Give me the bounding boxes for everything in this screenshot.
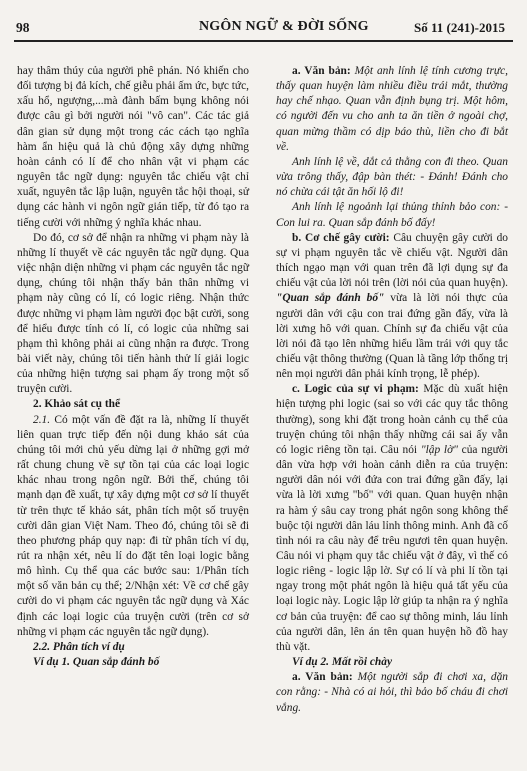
paragraph-text: Có một vấn đề đặt ra là, những lí thuyết liên quan trực tiếp đến nội dung khảo sát của chúng tôi mới chủ yếu dừng lại ở những gợi mở rất chung chung về sự tồn tại của các loại logic khác nhau trong ngôn ngữ. Bởi thế, chúng tôi mạnh dạn đề xuất, tự xây dựng một cơ sở lí thuyết từ trên thực tế khảo sát, phân tích một số truyện cười dân gian Việt Nam. Theo đó, chúng tôi sẽ đi theo phương pháp quy nạp: đi từ phân tích ví dụ, rút ra nhận xét, nêu lí do đặt tên loại logic bằng mô hình. Cụ thể qua các bước sau: 1/Phân tích một số văn bản cụ thể; 2/Nhận xét: Về cơ chế gây cười do vi phạm các nguyên tắc ngữ dụng và Xác định các loại logic của truyện cười (trên cơ sở những vi phạm các nguyên tắc ngữ dụng). xyxy=(17,413,249,638)
paragraph-text: Câu chuyện gây cười do sự vi phạm nguyên tắc về chiếu vật. Người dân thích ngạo mạn với quan trên đã lợi dụng sự đa chiếu vật của lời nói trên (lời nói của quan huyện). xyxy=(276,231,509,290)
item-label: a. Văn bản: xyxy=(292,65,355,77)
paragraph xyxy=(276,670,508,715)
paragraph-text: của người dân vừa hợp với hoàn cảnh diễn ra của truyện: người dân nói với đứa con trai đứng gần đấy, lại vừa là lời xưng "bố" với quan. Quan huyện nhận ra hàm ý sâu cay trong phát ngôn song không thể buộc tội người dân láu lỉnh thông minh. Anh đã cố tình nói ra câu này để trêu ngươi tên quan huyện. Câu nói vi phạm quy tắc chiếu vật ở đây, vì thế có logic riêng - logic lập lờ. Sự có lí và phi lí tồn tại ngay trong một phát ngôn là hiệu quả tất yếu của loại logic này. Logic lập lờ giúp ta nhận ra ý nghĩa cơ bản của truyện: để cao sự thông minh, láu lỉnh của người dân, lên án tên quan huyện hồ đồ hay thù vặt. xyxy=(276,443,508,653)
issue-number: Số 11 (241)-2015 xyxy=(414,20,505,35)
right-column xyxy=(276,64,508,716)
journal-title: NGÔN NGỮ & ĐỜI SỐNG xyxy=(199,19,369,34)
section-heading: 2. Khảo sát cụ thể xyxy=(33,398,121,411)
item-label: a. Văn bản: xyxy=(292,671,358,684)
paragraph: Do đó, cơ sở để nhận ra những vi phạm này là những lí thuyết về các nguyên tắc ngữ dụng. Qua việc nhận diện những vi phạm các nguyên tắc ngữ dụng, chúng tôi nhận thấy bản thân những vi phạm này cũng có lí, có logic riêng. Nhận thức được những vi phạm làm người đọc bật cười, song để hiểu được tính có lí, có logic của những sai phạm thì không phải ai cũng nhận ra được. Trong bài viết này, chúng tôi tiến hành thử lí giải logic của những hiện tượng sai phạm ấy trong một số truyện cười. xyxy=(17,231,249,396)
example-heading: Ví dụ 1. Quan sắp đánh bố xyxy=(33,656,160,669)
story-text: Anh lính lệ ngoảnh lại thủng thỉnh bảo con: - Con lui ra. Quan sắp đánh bố đấy! xyxy=(276,201,508,229)
story-text: Một người sắp đi chơi xa, dặn con rằng: - Nhà có ai hỏi, thì bảo bố cháu đi chơi vắng. xyxy=(276,671,508,714)
page-header xyxy=(14,17,513,39)
paragraph xyxy=(276,231,508,383)
quoted-text: "Quan sắp đánh bố" xyxy=(276,292,385,305)
page-number: 98 xyxy=(16,20,30,35)
header-rule xyxy=(14,40,513,42)
item-label: c. Logic của sự vi phạm: xyxy=(292,383,419,396)
item-label: b. Cơ chế gây cười: xyxy=(292,231,390,244)
paragraph-text: vừa là lời nói thực của người dân với cậu con trai đứng gần đấy, vừa là lời xưng hô với quan. Chính sự đa chiếu vật của lời nói đã tạo lên những hiểu lầm trái với quy tắc chiếu vật thông thường (Quan là tầng lớp thống trị nên mọi người dân phải kính trọng, lễ phép). xyxy=(276,292,508,381)
paragraph xyxy=(276,64,508,155)
paragraph-text: Mặc dù xuất hiện hiện tượng phi logic (sai so với các quy tắc thông thường), song khi đặt trong hoàn cảnh cụ thể của truyện chúng tôi nhận thấy những cái sai ấy vẫn có logic riêng tồn tại. Câu nói xyxy=(276,383,508,456)
paragraph xyxy=(276,382,508,655)
paragraph xyxy=(17,413,249,640)
story-text: Một anh lính lệ tính cương trực, thấy quan huyện làm nhiều điều trái mắt, thường hay chế nhạo. Quan vẫn định bụng trị. Một hôm, có người đến vu cho anh ta ăn tiền ở ngoài chợ, quan mừng thầm có dịp báo thù, liền cho đi bắt về. xyxy=(276,65,508,153)
subsection-heading: 2.2. Phân tích ví dụ xyxy=(33,640,125,653)
left-column xyxy=(17,64,249,670)
paragraph: hay thâm thúy của người phê phán. Nó khiến cho đối tượng bị đả kích, chế giễu phải ấm ức, bực tức, xấu hổ, ngượng,...mà đành bấm bụng không nói được câu gì bởi người nói "vô can". Các tác giả dân gian sử dụng một trong các cách tạo nghĩa hàm ẩn hiệu quả là chủ động xây dựng những hoàn cảnh có lí để cho nhân vật vi phạm các nguyên tắc ngữ dụng: nguyên tắc chiếu vật chỉ xuất, nguyên tắc lập luận, nguyên tắc hội thoại, sử dụng các hành vi ngôn ngữ gián tiếp, từ đó tạo ra tiếng cười với những ý nghĩa khác nhau. xyxy=(17,65,249,229)
story-text: Anh lính lệ về, dắt cả thằng con đi theo. Quan vừa trông thấy, đập bàn thét: - Đánh! Đánh cho nó chừa cái tật ăn hối lộ đi! xyxy=(276,155,508,199)
subsection-number: 2.1. xyxy=(33,413,51,426)
quoted-text: "lập lờ" xyxy=(420,443,458,456)
example-heading: Ví dụ 2. Mất rồi chày xyxy=(292,656,392,669)
